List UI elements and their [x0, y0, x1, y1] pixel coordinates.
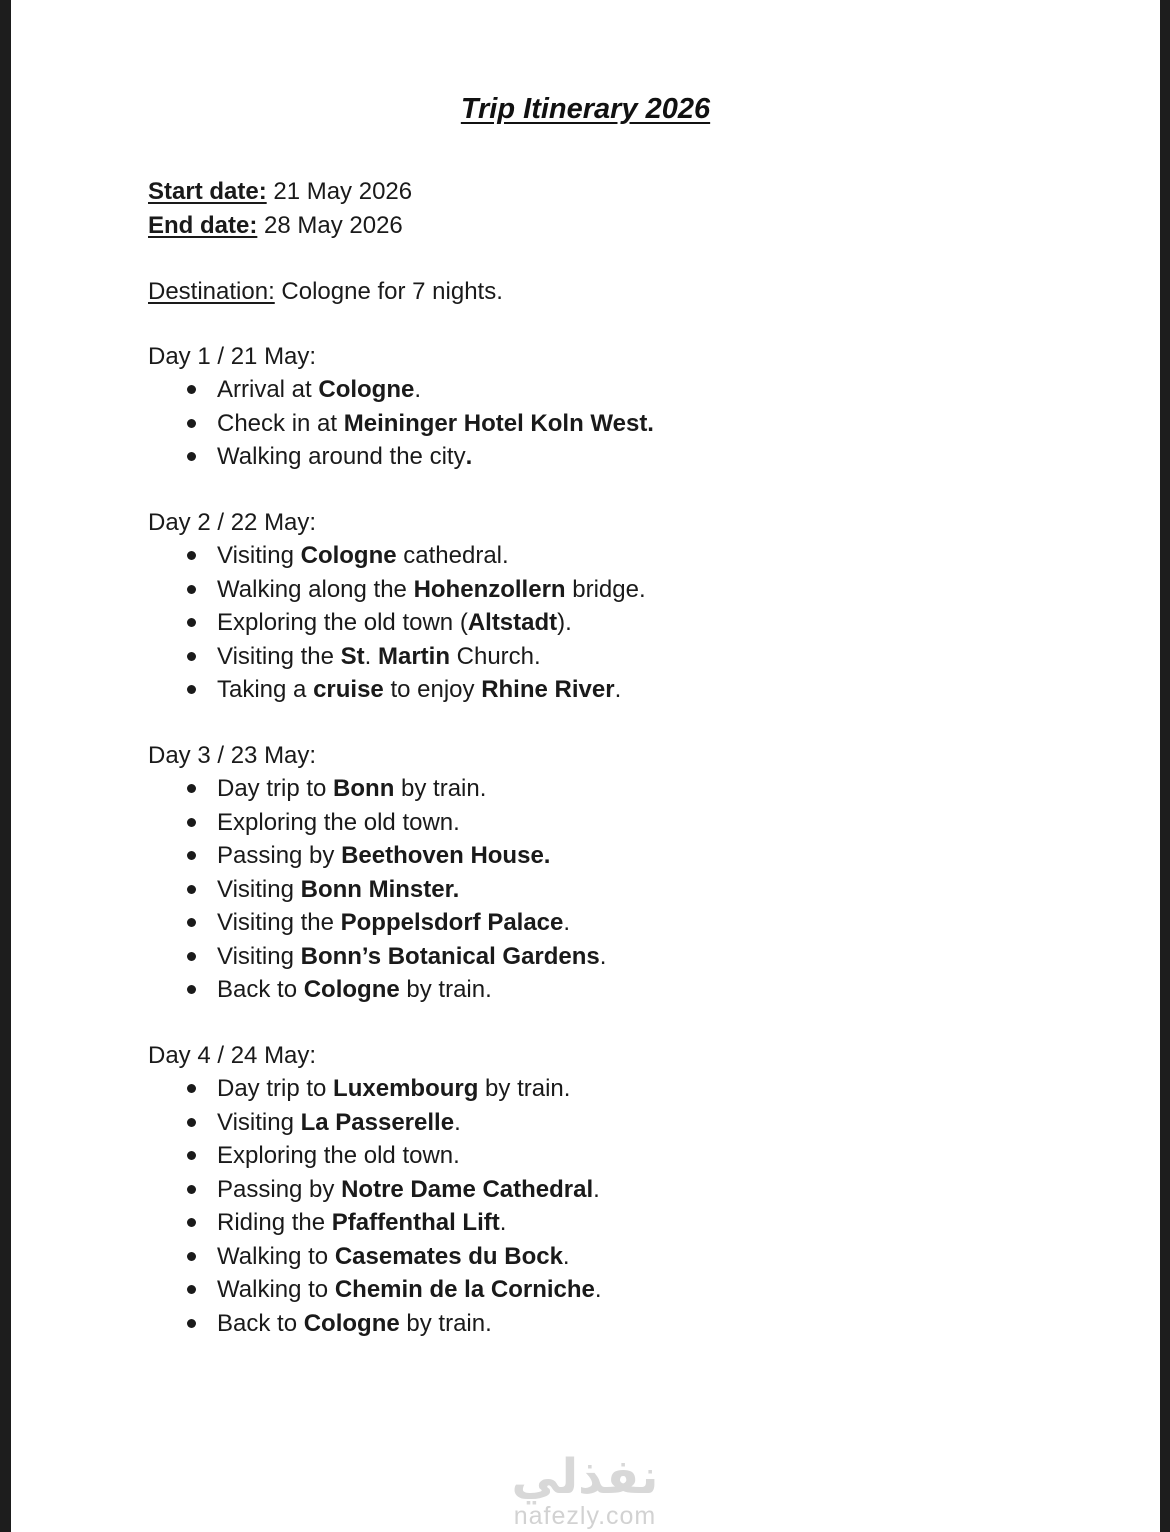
document-title-text: Trip Itinerary 2026	[460, 93, 711, 125]
itinerary-item	[148, 906, 1023, 940]
bold-text-run: Casemates du Bock	[334, 1242, 563, 1270]
day-heading: Day 1 / 21 May:	[148, 342, 317, 370]
bullet-dot-icon	[187, 1252, 196, 1261]
text-run: Taking a	[217, 676, 314, 703]
text-run: Passing by	[217, 842, 342, 869]
bold-text-run: Hohenzollern	[413, 575, 566, 603]
bullet-dot-icon	[187, 985, 196, 994]
bold-text-run: Altstadt	[467, 609, 558, 636]
document-page	[11, 0, 1160, 1532]
text-run: Exploring the old town (	[217, 609, 468, 636]
bold-text-run: .	[465, 443, 473, 470]
text-run: Walking along the	[217, 575, 414, 603]
itinerary-item	[148, 640, 1023, 674]
destination-label: Destination:	[148, 278, 275, 305]
end-date-value: 28 May 2026	[257, 211, 403, 239]
itinerary-item	[148, 407, 1023, 441]
itinerary-item	[148, 673, 1023, 707]
watermark	[512, 1450, 659, 1529]
nafezly-logo: نفذلي	[511, 1449, 659, 1505]
text-run: Visiting	[217, 1108, 301, 1136]
date-block	[148, 175, 1023, 242]
itinerary-item	[148, 440, 1023, 474]
itinerary-item	[148, 1173, 1023, 1207]
bold-text-run: Poppelsdorf Palace	[340, 909, 564, 936]
day-heading: Day 3 / 23 May:	[148, 741, 317, 769]
bullet-dot-icon	[187, 784, 196, 793]
text-run: Day trip to	[217, 1075, 334, 1102]
watermark-site-text: nafezly.com	[513, 1502, 657, 1530]
text-run: by train.	[399, 1309, 492, 1337]
bullet-dot-icon	[187, 1151, 196, 1160]
text-run: Exploring the old town.	[217, 808, 460, 836]
end-date-label: End date:	[148, 211, 258, 239]
bullet-dot-icon	[187, 1185, 196, 1194]
text-run: .	[562, 1242, 570, 1270]
text-run: Back to	[217, 976, 304, 1003]
text-run: .	[364, 642, 378, 670]
itinerary-item	[148, 1240, 1023, 1274]
itinerary-item	[148, 606, 1023, 640]
text-run: by train.	[394, 775, 487, 802]
bullet-dot-icon	[187, 385, 196, 394]
bold-text-run: Notre Dame Cathedral	[341, 1175, 594, 1203]
itinerary-item	[148, 873, 1023, 907]
text-run: .	[614, 676, 622, 703]
day-item-list	[148, 539, 1023, 707]
bold-text-run: Rhine River	[481, 676, 615, 703]
day-heading: Day 2 / 22 May:	[148, 508, 317, 536]
days-container	[148, 340, 1023, 1341]
bold-text-run: Cologne	[300, 542, 397, 569]
itinerary-item	[148, 772, 1023, 806]
end-date-line	[148, 209, 1023, 243]
text-run: .	[594, 1276, 602, 1303]
bullet-dot-icon	[187, 1118, 196, 1127]
text-run: Visiting	[217, 875, 301, 903]
text-run: .	[414, 376, 422, 403]
bullet-dot-icon	[187, 818, 196, 827]
bold-text-run: Beethoven House.	[341, 842, 551, 869]
day-item-list	[148, 373, 1023, 474]
day-section	[148, 739, 1023, 1007]
bullet-dot-icon	[187, 851, 196, 860]
text-run: Back to	[217, 1309, 304, 1337]
text-run: Visiting the	[217, 642, 341, 670]
text-run: .	[499, 1209, 507, 1236]
document-content	[11, 90, 1160, 1340]
text-run: by train.	[399, 976, 492, 1003]
text-run: .	[454, 1108, 461, 1136]
text-run: Exploring the old town.	[217, 1142, 460, 1169]
text-run: Visiting the	[217, 909, 341, 936]
text-run: Church.	[449, 642, 541, 670]
itinerary-item	[148, 940, 1023, 974]
bold-text-run: La Passerelle	[300, 1108, 455, 1136]
bullet-dot-icon	[187, 885, 196, 894]
bullet-dot-icon	[187, 618, 196, 627]
text-run: Visiting	[217, 942, 301, 970]
text-run: Walking to	[217, 1276, 335, 1303]
bold-text-run: Bonn Minster.	[300, 875, 460, 903]
bullet-dot-icon	[187, 918, 196, 927]
bullet-dot-icon	[187, 551, 196, 560]
bullet-dot-icon	[187, 652, 196, 661]
itinerary-item	[148, 1273, 1023, 1307]
bold-text-run: Bonn’s Botanical Gardens	[300, 942, 600, 970]
itinerary-item	[148, 839, 1023, 873]
text-run: cathedral.	[396, 542, 509, 569]
itinerary-item	[148, 1139, 1023, 1173]
bold-text-run: Cologne	[303, 976, 400, 1003]
itinerary-item	[148, 1307, 1023, 1341]
bold-text-run: Luxembourg	[333, 1075, 479, 1102]
destination-value: Cologne for 7 nights.	[274, 278, 503, 305]
day-section	[148, 506, 1023, 707]
text-run: Riding the	[217, 1209, 332, 1236]
destination-line	[148, 275, 1023, 309]
text-run: Visiting	[217, 542, 301, 569]
text-run: bridge.	[565, 575, 646, 603]
itinerary-item	[148, 806, 1023, 840]
text-run: by train.	[478, 1075, 571, 1102]
document-title	[148, 90, 1023, 128]
bold-text-run: St	[340, 642, 365, 670]
bold-text-run: cruise	[313, 676, 384, 703]
bold-text-run: Cologne	[303, 1309, 400, 1337]
day-section	[148, 1039, 1023, 1341]
text-run: Check in at	[217, 409, 344, 437]
text-run: ).	[557, 609, 572, 636]
bold-text-run: Pfaffenthal Lift	[331, 1209, 500, 1236]
itinerary-item	[148, 1072, 1023, 1106]
start-date-label: Start date:	[148, 178, 267, 205]
bold-text-run: Chemin de la Corniche	[334, 1276, 595, 1303]
text-run: Walking to	[217, 1242, 335, 1270]
itinerary-item	[148, 1106, 1023, 1140]
itinerary-item	[148, 539, 1023, 573]
bold-text-run: Bonn	[333, 775, 395, 802]
bold-text-run: Meininger Hotel Koln West.	[343, 409, 654, 437]
day-item-list	[148, 772, 1023, 1007]
bullet-dot-icon	[187, 952, 196, 961]
text-run: to enjoy	[383, 676, 482, 703]
day-section	[148, 340, 1023, 474]
start-date-value: 21 May 2026	[266, 178, 413, 205]
bold-text-run: Cologne	[318, 376, 415, 403]
text-run: .	[599, 942, 607, 970]
text-run: Day trip to	[217, 775, 334, 802]
day-heading: Day 4 / 24 May:	[148, 1041, 317, 1069]
bullet-dot-icon	[187, 685, 196, 694]
bullet-dot-icon	[187, 1285, 196, 1294]
itinerary-item	[148, 1206, 1023, 1240]
bullet-dot-icon	[187, 1218, 196, 1227]
day-item-list	[148, 1072, 1023, 1340]
bullet-dot-icon	[187, 419, 196, 428]
itinerary-item	[148, 573, 1023, 607]
bullet-dot-icon	[187, 1084, 196, 1093]
bullet-dot-icon	[187, 1319, 196, 1328]
bullet-dot-icon	[187, 585, 196, 594]
text-run: .	[593, 1175, 600, 1203]
bullet-dot-icon	[187, 452, 196, 461]
text-run: .	[563, 909, 571, 936]
text-run: Arrival at	[217, 376, 319, 403]
bold-text-run: Martin	[377, 642, 450, 670]
start-date-line	[148, 175, 1023, 209]
itinerary-item	[148, 373, 1023, 407]
text-run: Walking around the city	[217, 443, 466, 470]
itinerary-item	[148, 973, 1023, 1007]
text-run: Passing by	[217, 1175, 342, 1203]
